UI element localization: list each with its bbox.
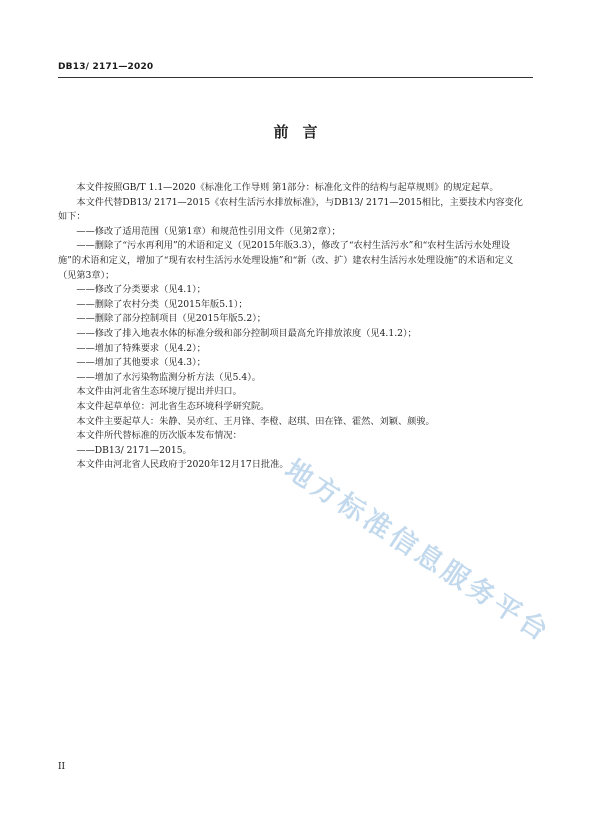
paragraph: ——删除了“污水再利用”的术语和定义（见2015年版3.3），修改了“农村生活污水”和“农村生活污水处理设施”的术语和定义，增加了“现有农村生活污水处理设施”和“新（改、扩）建农村生活污水处理设施”的术语和定义（见第3章）； <box>58 240 514 281</box>
paragraph: 本文件代替DB13/ 2171—2015《农村生活污水排放标准》，与DB13/ 2171—2015相比，主要技术内容变化如下： <box>58 196 523 223</box>
document-code: DB13/ 2171—2020 <box>58 62 154 72</box>
paragraph: 本文件主要起草人：朱静、吴亦红、王月锋、李橙、赵琪、田在锋、霍然、刘颖、颜骏。 <box>76 415 435 427</box>
paragraph: ——删除了部分控制项目（见2015年版5.2）； <box>76 313 266 325</box>
foreword-body <box>58 181 528 473</box>
paragraph: ——修改了分类要求（见4.1）； <box>76 284 206 296</box>
paragraph: 本文件由河北省人民政府于2020年12月17日批准。 <box>76 459 289 471</box>
header-divider <box>58 77 533 78</box>
paragraph: 本文件按照GB/T 1.1—2020《标准化工作导则 第1部分：标准化文件的结构与起草规则》的规定起草。 <box>76 182 499 193</box>
paragraph: ——增加了其他要求（见4.3）； <box>76 357 206 369</box>
paragraph: 本文件所代替标准的历次版本发布情况： <box>76 430 242 442</box>
paragraph: ——增加了特殊要求（见4.2）； <box>76 342 206 354</box>
paragraph: ——删除了农村分类（见2015年版5.1）； <box>76 298 248 310</box>
paragraph: ——修改了适用范围（见第1章）和规范性引用文件（见第2章）； <box>76 225 341 237</box>
paragraph: ——增加了水污染物监测分析方法（见5.4）。 <box>76 371 261 383</box>
watermark: 地方标准信息服务平台 <box>279 453 557 649</box>
page-number: II <box>58 762 66 772</box>
paragraph: ——DB13/ 2171—2015。 <box>76 444 192 456</box>
page-title: 前言 <box>273 123 332 141</box>
paragraph: ——修改了排入地表水体的标准分级和部分控制项目最高允许排放浓度（见4.1.2）； <box>76 327 417 339</box>
paragraph: 本文件起草单位：河北省生态环境科学研究院。 <box>76 400 270 412</box>
paragraph: 本文件由河北省生态环境厅提出并归口。 <box>76 386 242 398</box>
